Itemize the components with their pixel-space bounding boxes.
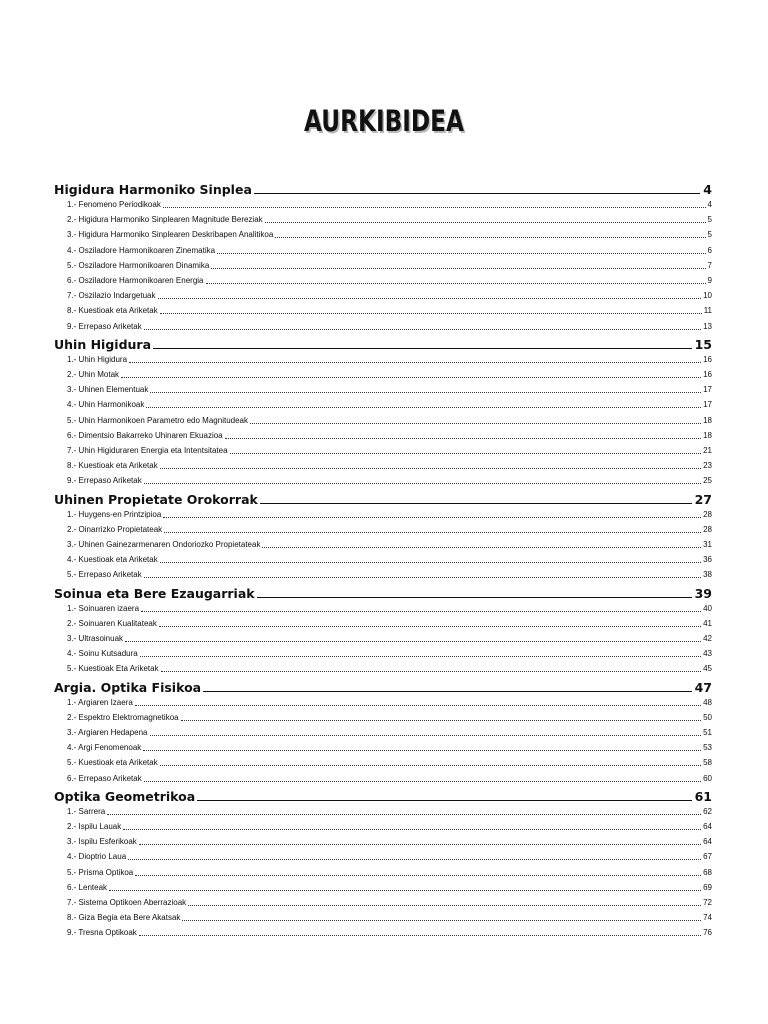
toc-entry[interactable] [67,850,712,863]
entry-label: 3.- Higidura Harmoniko Sinplearen Deskribapen Analitikoa [67,230,274,240]
page-title: AURKIBIDEA [304,104,464,138]
toc-entry[interactable] [67,289,712,302]
entry-label: 4.- Uhin Harmonikoak [67,400,145,410]
entry-label: 3.- Uhinen Gainezarmenaren Ondoriozko Propietateak [67,540,261,549]
entry-leader-dots [160,562,701,563]
entry-page-number: 58 [703,758,712,768]
entry-leader-dots [135,875,701,876]
toc-entry[interactable] [67,711,712,724]
toc-entry[interactable] [67,602,712,615]
section-page-number: 4 [703,182,712,197]
entry-leader-dots [129,362,701,363]
entry-page-number: 38 [703,570,712,580]
entry-leader-dots [265,222,706,223]
toc-entry[interactable] [67,429,712,442]
entry-label: 9.- Errepaso Ariketak [67,321,142,331]
toc-section[interactable] [54,490,712,508]
entry-page-number: 5 [707,215,712,225]
entry-label: 4.- Dioptrio Laua [67,852,127,862]
entry-label: 5.- Kuestioak Eta Ariketak [67,664,159,674]
entry-page-number: 48 [703,697,712,707]
toc-section[interactable] [54,584,712,602]
entry-leader-dots [140,656,701,657]
entry-leader-dots [150,392,701,393]
entry-page-number: 41 [703,618,712,628]
entry-label: 2.- Oinarrizko Propietateak [67,524,163,534]
entry-leader-dots [125,641,701,642]
entry-page-number: 6 [707,245,712,255]
entry-leader-dots [139,935,701,936]
entry-page-number: 45 [703,664,712,674]
entry-label: 6.- Lenteak [67,882,108,892]
entry-leader-dots [262,547,701,548]
toc-entry[interactable] [67,523,712,536]
entry-page-number: 18 [703,415,712,425]
entry-label: 2.- Ispilu Lauak [67,822,122,831]
toc-entry[interactable] [67,383,712,396]
entry-label: 5.- Uhin Harmonikoen Parametro edo Magnitudeak [67,415,248,425]
entry-page-number: 53 [703,743,712,753]
toc-entry[interactable] [67,772,712,785]
entry-leader-dots [144,781,701,782]
entry-label: 8.- Kuestioak eta Ariketak [67,306,158,316]
entry-label: 8.- Giza Begia eta Bere Akatsak [67,913,181,923]
section-page-number: 39 [694,585,712,601]
toc-entry[interactable] [67,726,712,739]
section-page-number: 47 [694,679,712,695]
toc-entry[interactable] [67,741,712,754]
entry-leader-dots [159,626,701,627]
entry-page-number: 4 [707,200,712,209]
entry-label: 2.- Higidura Harmoniko Sinplearen Magnitude Bereziak [67,215,263,225]
entry-page-number: 68 [703,867,712,877]
entry-label: 1.- Fenomeno Periodikoak [67,200,161,209]
entry-page-number: 18 [703,430,712,440]
entry-leader-dots [160,765,701,766]
toc-entry[interactable] [67,320,712,333]
entry-leader-dots [109,890,701,891]
entry-page-number: 50 [703,712,712,722]
entry-page-number: 21 [703,446,712,455]
toc-entry[interactable] [67,835,712,848]
toc-entry[interactable] [67,198,712,211]
toc-entry[interactable] [67,820,712,833]
entry-leader-dots [128,859,701,860]
entry-label: 6.- Osziladore Harmonikoaren Energia [67,276,204,285]
entry-leader-dots [217,253,705,254]
entry-label: 1.- Soinuaren izaera [67,603,140,613]
entry-label: 5.- Kuestioak eta Ariketak [67,758,158,768]
entry-page-number: 67 [703,852,712,862]
section-title: Uhin Higidura [54,336,152,352]
entry-leader-dots [211,268,705,269]
entry-page-number: 23 [703,461,712,471]
toc-entry[interactable] [67,805,712,818]
entry-page-number: 7 [707,260,712,270]
section-leader-line [197,800,691,801]
entry-leader-dots [123,829,701,830]
entry-page-number: 76 [703,928,712,938]
entry-page-number: 72 [703,898,712,907]
toc-entry[interactable] [67,414,712,427]
section-title: Optika Geometrikoa [54,788,196,804]
toc-entry[interactable] [67,228,712,241]
entry-leader-dots [107,814,701,815]
entry-page-number: 62 [703,806,712,816]
entry-label: 3.- Argiaren Hedapena [67,728,148,737]
toc-entry[interactable] [67,662,712,675]
entry-leader-dots [150,735,702,736]
toc-entry[interactable] [67,538,712,551]
entry-leader-dots [163,207,706,208]
entry-label: 2.- Uhin Motak [67,370,120,379]
entry-page-number: 9 [707,276,712,285]
entry-page-number: 43 [703,649,712,659]
entry-label: 1.- Sarrera [67,806,106,816]
entry-label: 7.- Oszilazio Indargetuak [67,291,156,301]
entry-page-number: 5 [707,230,712,240]
entry-page-number: 16 [703,354,712,364]
entry-label: 1.- Huygens-en Printzipioa [67,509,162,519]
entry-leader-dots [275,237,705,238]
entry-leader-dots [160,468,701,469]
entry-leader-dots [143,750,701,751]
entry-page-number: 17 [703,385,712,395]
section-title: Soinua eta Bere Ezaugarriak [54,585,255,601]
toc-entry[interactable] [67,866,712,879]
section-leader-line [260,503,692,504]
entry-leader-dots [188,905,701,906]
toc-section[interactable] [54,180,712,198]
entry-leader-dots [161,671,701,672]
section-leader-line [257,597,692,598]
entry-page-number: 28 [703,524,712,534]
entry-leader-dots [146,407,701,408]
entry-label: 6.- Dimentsio Bakarreko Uhinaren Ekuazioa [67,430,223,440]
entry-page-number: 25 [703,476,712,486]
entry-leader-dots [139,844,701,845]
entry-label: 4.- Soinu Kutsadura [67,649,138,659]
entry-page-number: 42 [703,634,712,643]
entry-leader-dots [182,920,701,921]
toc-section[interactable] [54,678,712,696]
toc-entry[interactable] [67,244,712,257]
toc-entry[interactable] [67,696,712,709]
entry-label: 5.- Osziladore Harmonikoaren Dinamika [67,260,210,270]
toc-entry[interactable] [67,474,712,487]
section-title: Argia. Optika Fisikoa [54,679,202,695]
toc-entry[interactable] [67,647,712,660]
entry-page-number: 13 [703,321,712,331]
section-page-number: 61 [694,788,712,804]
section-leader-line [254,193,700,194]
toc-section[interactable] [54,787,712,805]
entry-leader-dots [160,313,702,314]
entry-leader-dots [181,720,701,721]
toc-entry[interactable] [67,274,712,287]
entry-page-number: 10 [703,291,712,301]
entry-page-number: 28 [703,509,712,519]
entry-label: 4.- Kuestioak eta Ariketak [67,555,158,565]
entry-label: 8.- Kuestioak eta Ariketak [67,461,158,471]
entry-leader-dots [135,705,701,706]
section-page-number: 15 [694,336,712,352]
entry-leader-dots [163,517,701,518]
toc-entry[interactable] [67,398,712,411]
toc-entry[interactable] [67,444,712,457]
entry-label: 4.- Argi Fenomenoak [67,743,142,753]
entry-label: 4.- Osziladore Harmonikoaren Zinematika [67,245,216,255]
entry-label: 1.- Uhin Higidura [67,354,128,364]
toc-entry[interactable] [67,896,712,909]
entry-page-number: 74 [703,913,712,923]
toc-entry[interactable] [67,617,712,630]
entry-page-number: 51 [703,728,712,737]
section-leader-line [203,691,692,692]
entry-label: 2.- Soinuaren Kualitateak [67,618,157,628]
section-title: Higidura Harmoniko Sinplea [54,182,252,197]
toc-entry[interactable] [67,508,712,521]
entry-label: 9.- Errepaso Ariketak [67,476,142,486]
entry-leader-dots [158,298,702,299]
entry-leader-dots [144,483,701,484]
toc-entry[interactable] [67,553,712,566]
toc-entry[interactable] [67,259,712,272]
entry-page-number: 31 [703,540,712,549]
toc-entry[interactable] [67,368,712,381]
toc-entry[interactable] [67,881,712,894]
section-page-number: 27 [694,491,712,507]
toc-entry[interactable] [67,459,712,472]
entry-leader-dots [225,438,701,439]
entry-label: 6.- Errepaso Ariketak [67,773,142,783]
entry-leader-dots [141,611,701,612]
section-title: Uhinen Propietate Orokorrak [54,491,258,507]
entry-page-number: 36 [703,555,712,565]
entry-label: 3.- Ispilu Esferikoak [67,837,137,847]
entry-leader-dots [144,577,701,578]
entry-page-number: 11 [703,306,712,316]
entry-leader-dots [164,532,701,533]
entry-label: 9.- Tresna Optikoak [67,928,137,938]
entry-leader-dots [121,377,701,378]
entry-leader-dots [250,423,701,424]
entry-label: 5.- Errepaso Ariketak [67,570,142,580]
entry-page-number: 60 [703,773,712,783]
toc-entry[interactable] [67,911,712,924]
entry-leader-dots [230,453,702,454]
toc-entry[interactable] [67,926,712,939]
entry-leader-dots [144,329,701,330]
entry-page-number: 69 [703,882,712,892]
toc-entry[interactable] [67,632,712,645]
toc-entry[interactable] [67,568,712,581]
entry-label: 7.- Sistema Optikoen Aberrazioak [67,898,187,907]
entry-label: 3.- Ultrasoinuak [67,634,124,643]
entry-label: 5.- Prisma Optikoa [67,867,134,877]
toc-entry[interactable] [67,353,712,366]
entry-page-number: 17 [703,400,712,410]
entry-label: 1.- Argiaren Izaera [67,697,133,707]
entry-label: 7.- Uhin Higiduraren Energia eta Intentsitatea [67,446,228,455]
section-leader-line [153,348,692,349]
toc-section[interactable] [54,335,712,353]
entry-label: 2.- Espektro Elektromagnetikoa [67,712,179,722]
entry-page-number: 16 [703,370,712,379]
entry-page-number: 40 [703,603,712,613]
entry-page-number: 64 [703,822,712,831]
toc-entry[interactable] [67,756,712,769]
toc-entry[interactable] [67,213,712,226]
entry-leader-dots [206,283,706,284]
entry-label: 3.- Uhinen Elementuak [67,385,149,395]
toc-entry[interactable] [67,304,712,317]
entry-page-number: 64 [703,837,712,847]
